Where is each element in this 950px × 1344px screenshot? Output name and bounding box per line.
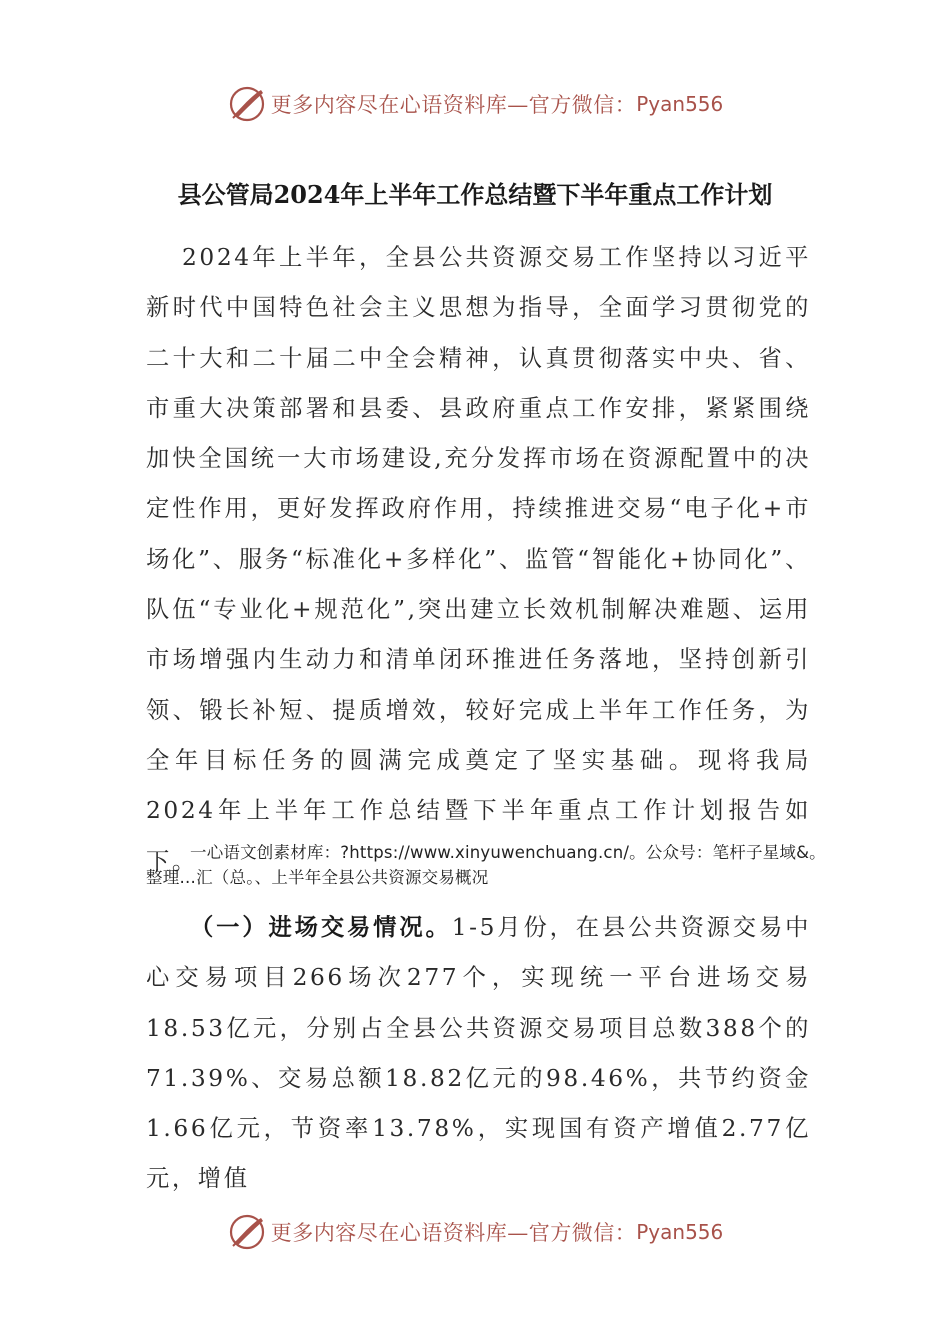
banner-wechat-id: Pyan556 [636,1220,724,1244]
pen-logo-icon [227,84,267,124]
banner-text: 更多内容尽在心语资料库—官方微信： [270,1221,637,1245]
section-paragraph [146,903,811,1205]
section-body: 1-5月份，在县公共资源交易中心交易项目266场次277个，实现统一平台进场交易18.53亿元，分别占全县公共资源交易项目总数388个的71.39%、交易总额18.82亿元的98.46%，共节约资金1.66亿元，节资率13.78%，实现国有资产增值2.77亿元，增值 [146,914,812,1193]
section-heading: （一）进场交易情况。 [190,914,452,941]
document-title: 县公管局2024年上半年工作总结暨下半年重点工作计划 [177,180,773,209]
pen-logo-icon [227,1212,267,1252]
intro-paragraph: 2024年上半年，全县公共资源交易工作坚持以习近平新时代中国特色社会主义思想为指导，全面学习贯彻党的二十大和二十届二中全会精神，认真贯彻落实中央、省、市重大决策部署和县委、县政府重点工作安排，紧紧围绕加快全国统一大市场建设,充分发挥市场在资源配置中的决定性作用，更好发挥政府作用，持续推进交易“电子化+市场化”、服务“标准化+多样化”、监管“智能化+协同化”、队伍“专业化+规范化”,突出建立长效机制解决难题、运用市场增强内生动力和清单闭环推进任务落地，坚持创新引领、锻长补短、提质增效，较好完成上半年工作任务，为全年目标任务的圆满完成奠定了坚实基础。现将我局2024年上半年工作总结暨下半年重点工作计划报告如下。 [146,244,811,875]
header-banner [0,82,950,126]
banner-text: 更多内容尽在心语资料库—官方微信： [270,93,637,117]
banner-wechat-id: Pyan556 [636,92,724,116]
footer-banner [0,1210,950,1254]
source-note: 一心语文创素材库：?https://www.xinyuwenchuang.cn/。公众号：笔杆子星域&。整理…汇（总。、上半年全县公共资源交易概况 [146,843,826,887]
